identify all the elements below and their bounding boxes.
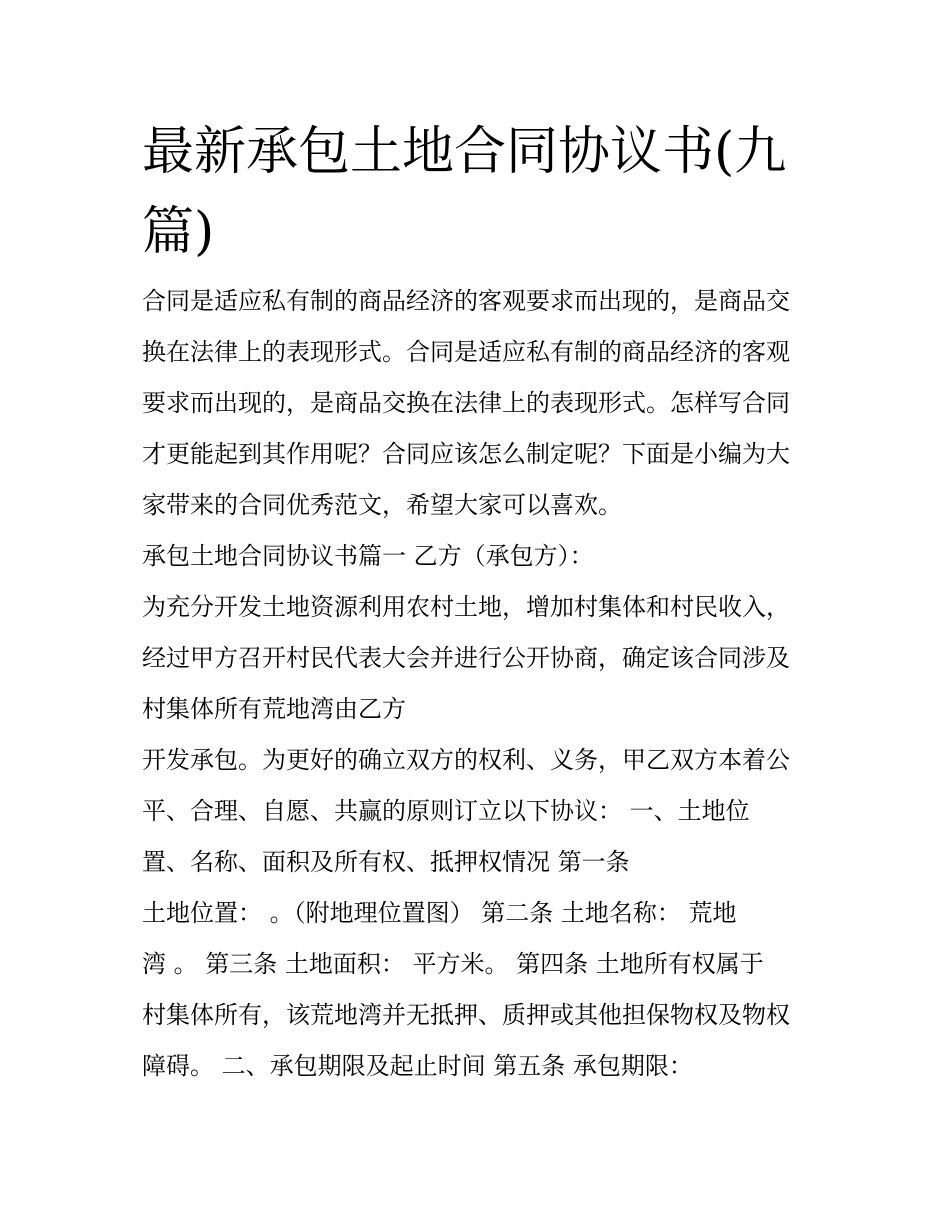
body-line: 才更能起到其作用呢？合同应该怎么制定呢？下面是小编为大 — [142, 440, 790, 468]
body-line: 湾 。 第三条 土地面积： 平方米。 第四条 土地所有权属于 — [142, 950, 764, 978]
body-line: 障碍。 二、承包期限及起止时间 第五条 承包期限： — [142, 1052, 693, 1080]
body-line: 经过甲方召开村民代表大会并进行公开协商，确定该合同涉及 — [142, 644, 790, 672]
body-line: 合同是适应私有制的商品经济的客观要求而出现的，是商品交 — [142, 287, 790, 315]
body-line: 置、名称、面积及所有权、抵押权情况 第一条 — [142, 848, 630, 876]
body-line: 要求而出现的，是商品交换在法律上的表现形式。怎样写合同 — [142, 389, 790, 417]
body-line: 为充分开发土地资源利用农村土地，增加村集体和村民收入， — [142, 593, 790, 621]
title-line: 最新承包土地合同协议书(九 — [142, 122, 787, 182]
body-line: 村集体所有荒地湾由乙方 — [142, 695, 406, 723]
body-line: 开发承包。为更好的确立双方的权利、义务，甲乙双方本着公 — [142, 746, 790, 774]
document-title — [142, 112, 822, 272]
body-line: 换在法律上的表现形式。合同是适应私有制的商品经济的客观 — [142, 338, 790, 366]
body-line: 承包土地合同协议书篇一 乙方（承包方）： — [142, 542, 594, 570]
title-line: 篇) — [142, 202, 215, 262]
body-line: 平、合理、自愿、共赢的原则订立以下协议： 一、土地位 — [142, 797, 750, 825]
body-line: 家带来的合同优秀范文，希望大家可以喜欢。 — [142, 491, 622, 519]
document-body — [142, 283, 822, 1099]
body-line: 村集体所有，该荒地湾并无抵押、质押或其他担保物权及物权 — [142, 1001, 790, 1029]
body-line: 土地位置： 。（附地理位置图） 第二条 土地名称： 荒地 — [142, 899, 737, 927]
